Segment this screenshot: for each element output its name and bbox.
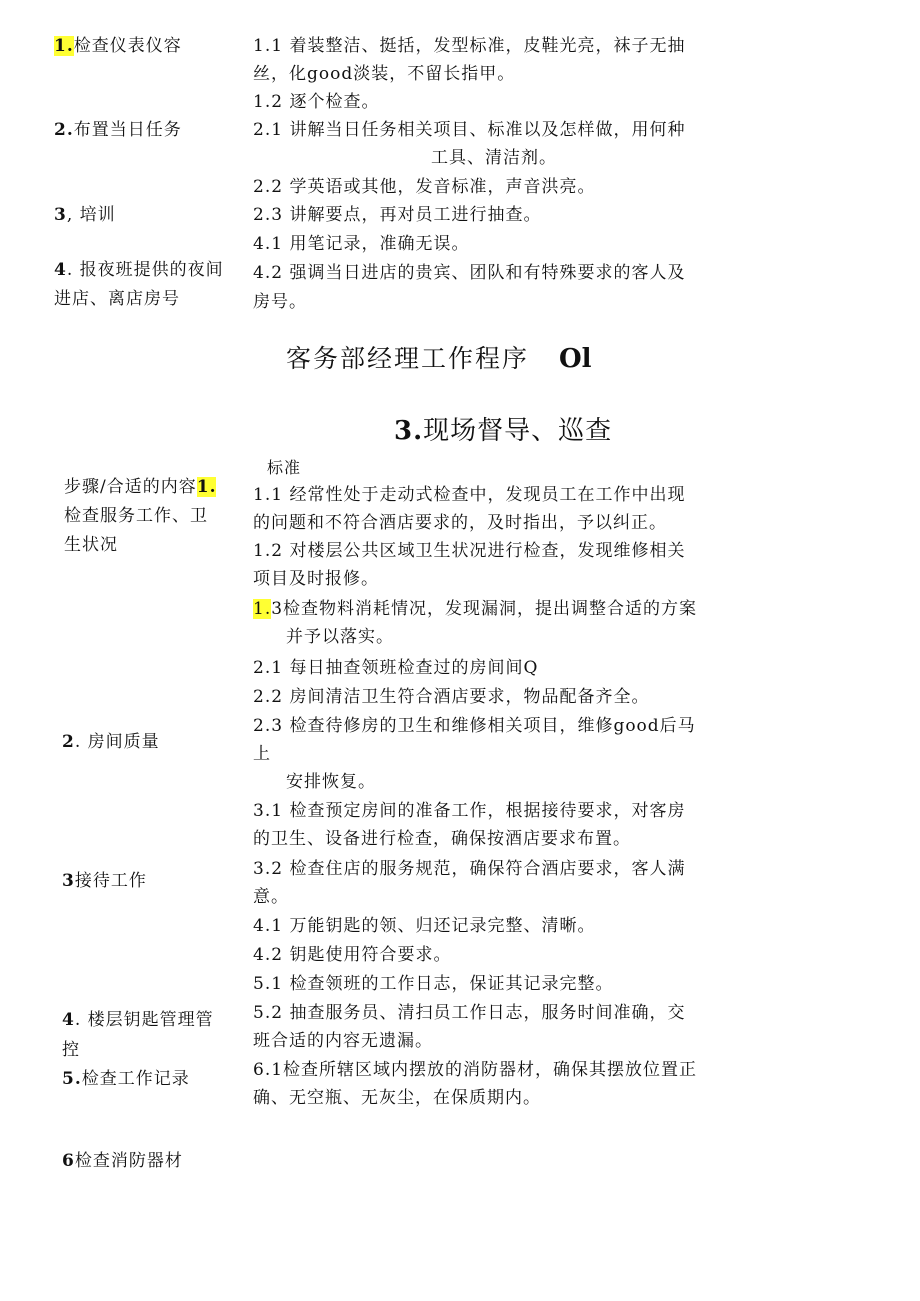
standard-line: 确、无空瓶、无灰尘，在保质期内。	[253, 1088, 541, 1108]
standard-line: 4.2 钥匙使用符合要求。	[253, 945, 452, 965]
standard-line: 4.2 强调当日进店的贵宾、团队和有特殊要求的客人及	[253, 263, 686, 283]
step-3-label	[62, 867, 147, 896]
step-label-text: , 培训	[66, 205, 116, 225]
steps-header-text: 步骤/合适的内容	[64, 477, 197, 497]
standard-line: 并予以落实。	[286, 627, 394, 647]
standard-line: 2.3 讲解要点，再对员工进行抽查。	[253, 205, 542, 225]
standard-line: 4.1 用笔记录，准确无误。	[253, 234, 470, 254]
standard-line: 5.2 抽查服务员、清扫员工作日志，服务时间准确，交	[253, 1003, 686, 1023]
standard-line: 3.2 检查住店的服务规范，确保符合酒店要求，客人满	[253, 859, 686, 879]
step-number: 3	[54, 205, 67, 225]
step-number: 4	[62, 1010, 75, 1030]
step-4-label	[62, 1006, 214, 1035]
standard-line: 班合适的内容无遗漏。	[253, 1031, 433, 1051]
standard-line: 1.1 经常性处于走动式检查中，发现员工在工作中出现	[253, 485, 686, 505]
step-label-text: 检查仪表仪容	[73, 36, 182, 56]
title-suffix: Ol	[559, 344, 592, 374]
standard-line: 工具、清洁剂。	[431, 148, 557, 168]
step-number: 4	[54, 260, 67, 280]
standard-line: 房号。	[253, 292, 307, 312]
section-number: 3.	[394, 416, 424, 446]
step-number: 5.	[62, 1069, 82, 1089]
column-header-standard: 标准	[267, 458, 302, 477]
step-number: 1.	[196, 477, 217, 497]
standard-line: 2.1 讲解当日任务相关项目、标准以及怎样做，用何种	[253, 120, 686, 140]
standard-line: 3.1 检查预定房间的准备工作，根据接待要求，对客房	[253, 801, 686, 821]
step-label-text: . 报夜班提供的夜间	[66, 260, 224, 280]
step-label-text: . 房间质量	[74, 732, 160, 752]
title-text: 客务部经理工作程序	[286, 344, 530, 373]
step-number: 6	[62, 1151, 75, 1171]
step-number: 2.	[54, 120, 74, 140]
standard-line: 2.2 房间清洁卫生符合酒店要求，物品配备齐全。	[253, 687, 650, 707]
standard-line: 1.2 对楼层公共区域卫生状况进行检查，发现维修相关	[253, 541, 686, 561]
section-title: 现场督导、巡查	[423, 416, 613, 446]
standard-line: 上	[253, 744, 271, 764]
step-4-label-cont: 进店、离店房号	[54, 289, 180, 309]
standard-line-text: 3检查物料消耗情况，发现漏洞，提出调整合适的方案	[271, 599, 698, 619]
step-number: 3	[62, 871, 75, 891]
standard-line: 的卫生、设备进行检查，确保按酒店要求布置。	[253, 829, 631, 849]
standard-line: 2.2 学英语或其他，发音标准，声音洪亮。	[253, 177, 596, 197]
step-2-label	[62, 728, 160, 757]
step-1-label-cont: 生状况	[64, 535, 118, 555]
standard-line: 丝，化good淡装，不留长指甲。	[253, 64, 516, 84]
step-1-label: 检查服务工作、卫	[64, 506, 208, 526]
step-label-text: 接待工作	[74, 871, 147, 891]
standard-line: 1.1 着装整洁、挺括，发型标准，皮鞋光亮，袜子无抽	[253, 36, 686, 56]
step-4-label-cont: 控	[62, 1040, 80, 1060]
standard-line: 项目及时报修。	[253, 569, 379, 589]
step-2-label	[54, 116, 182, 145]
standard-line: 2.1 每日抽查领班检查过的房间间Q	[253, 658, 539, 678]
standard-line: 的问题和不符合酒店要求的，及时指出，予以纠正。	[253, 513, 667, 533]
document-title	[286, 342, 592, 376]
step-4-label	[54, 256, 224, 285]
step-3-label	[54, 201, 116, 230]
step-5-label	[62, 1065, 190, 1094]
step-label-text: 检查工作记录	[81, 1069, 190, 1089]
section-heading	[394, 414, 612, 448]
standard-line	[253, 595, 697, 624]
step-label-text: 检查消防器材	[74, 1151, 183, 1171]
step-1-label	[54, 32, 182, 61]
standard-line: 4.1 万能钥匙的领、归还记录完整、清晰。	[253, 916, 596, 936]
standard-line: 1.2 逐个检查。	[253, 92, 380, 112]
step-number: 1.	[54, 36, 74, 56]
standard-line: 安排恢复。	[286, 772, 376, 792]
standard-line: 6.1检查所辖区域内摆放的消防器材，确保其摆放位置正	[253, 1060, 698, 1080]
step-label-text: . 楼层钥匙管理管	[74, 1010, 214, 1030]
highlight-mark: 1.	[253, 599, 272, 619]
step-label-text: 布置当日任务	[73, 120, 182, 140]
standard-line: 2.3 检查待修房的卫生和维修相关项目，维修good后马	[253, 716, 696, 736]
standard-line: 意。	[253, 887, 289, 907]
column-header-steps	[64, 473, 216, 502]
step-6-label	[62, 1147, 183, 1176]
step-number: 2	[62, 732, 75, 752]
standard-line: 5.1 检查领班的工作日志，保证其记录完整。	[253, 974, 614, 994]
